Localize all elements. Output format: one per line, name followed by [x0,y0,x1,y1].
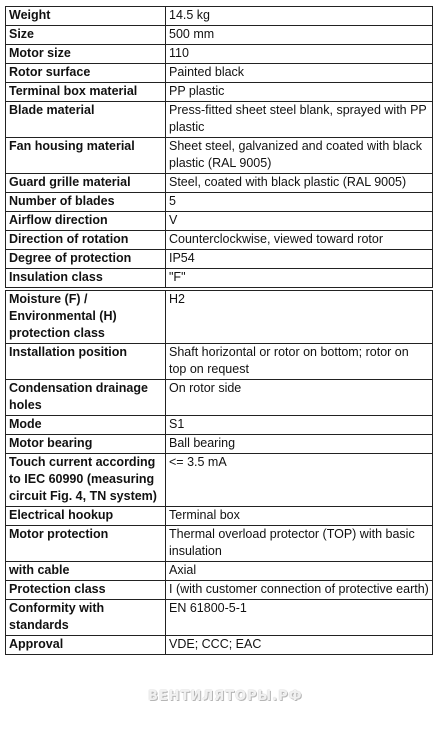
spec-row [6,102,433,138]
spec-label: Airflow direction [6,212,166,231]
spec-label: Size [6,26,166,45]
spec-row [6,250,433,269]
spec-value: 14.5 kg [166,7,433,26]
spec-value: <= 3.5 mA [166,454,433,507]
spec-value: Ball bearing [166,435,433,454]
spec-label: Terminal box material [6,83,166,102]
spec-row [6,600,433,636]
spec-label: Motor bearing [6,435,166,454]
spec-value: 110 [166,45,433,64]
spec-label: Number of blades [6,193,166,212]
spec-sheet [5,6,433,655]
spec-label: Weight [6,7,166,26]
spec-row [6,64,433,83]
spec-table-motor-body [6,291,433,655]
spec-row [6,291,433,344]
spec-row [6,581,433,600]
spec-value: Axial [166,562,433,581]
spec-table-general-body [6,7,433,288]
spec-row [6,83,433,102]
spec-row [6,212,433,231]
spec-row [6,435,433,454]
spec-table-motor [5,290,433,655]
spec-value: Painted black [166,64,433,83]
spec-label: Direction of rotation [6,231,166,250]
spec-label: Insulation class [6,269,166,288]
spec-label: Fan housing material [6,138,166,174]
spec-row [6,507,433,526]
spec-row [6,454,433,507]
spec-row [6,344,433,380]
spec-value: EN 61800-5-1 [166,600,433,636]
spec-value: VDE; CCC; EAC [166,636,433,655]
spec-value: S1 [166,416,433,435]
spec-value: Counterclockwise, viewed toward rotor [166,231,433,250]
spec-label: Protection class [6,581,166,600]
spec-value: On rotor side [166,380,433,416]
spec-value: V [166,212,433,231]
spec-row [6,269,433,288]
spec-row [6,526,433,562]
spec-label: Mode [6,416,166,435]
spec-value: Sheet steel, galvanized and coated with black plastic (RAL 9005) [166,138,433,174]
spec-label: Condensation drainage holes [6,380,166,416]
watermark-text: ВЕНТИЛЯТОРЫ.РФ [148,689,303,704]
spec-table-general [5,6,433,288]
spec-value: Press-fitted sheet steel blank, sprayed with PP plastic [166,102,433,138]
spec-label: Touch current according to IEC 60990 (measuring circuit Fig. 4, TN system) [6,454,166,507]
spec-row [6,138,433,174]
spec-row [6,174,433,193]
spec-row [6,562,433,581]
spec-label: Guard grille material [6,174,166,193]
spec-value: Thermal overload protector (TOP) with basic insulation [166,526,433,562]
spec-row [6,45,433,64]
spec-label: Approval [6,636,166,655]
spec-label: Conformity with standards [6,600,166,636]
spec-label: Installation position [6,344,166,380]
spec-label: with cable [6,562,166,581]
spec-row [6,380,433,416]
spec-row [6,416,433,435]
spec-label: Moisture (F) / Environmental (H) protection class [6,291,166,344]
spec-row [6,193,433,212]
spec-label: Blade material [6,102,166,138]
spec-row [6,231,433,250]
spec-value: Shaft horizontal or rotor on bottom; rotor on top on request [166,344,433,380]
spec-label: Degree of protection [6,250,166,269]
spec-value: PP plastic [166,83,433,102]
spec-value: Terminal box [166,507,433,526]
spec-label: Motor protection [6,526,166,562]
spec-row [6,7,433,26]
spec-label: Motor size [6,45,166,64]
spec-row [6,26,433,45]
spec-value: H2 [166,291,433,344]
spec-row [6,636,433,655]
spec-value: I (with customer connection of protective earth) [166,581,433,600]
spec-label: Electrical hookup [6,507,166,526]
spec-value: IP54 [166,250,433,269]
spec-value: "F" [166,269,433,288]
spec-label: Rotor surface [6,64,166,83]
spec-value: 500 mm [166,26,433,45]
spec-value: 5 [166,193,433,212]
spec-value: Steel, coated with black plastic (RAL 9005) [166,174,433,193]
